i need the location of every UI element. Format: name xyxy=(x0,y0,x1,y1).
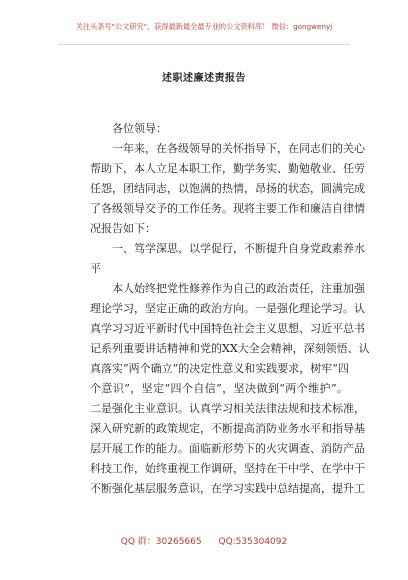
body-line: 本人始终把党性修养作为自己的政治责任，注重加强 xyxy=(112,282,365,295)
body-line: 二是强化主业意识。认真学习相关法律法规和技术标准， xyxy=(90,402,365,415)
body-line: 了各级领导交予的工作任务。现将主要工作和廉洁自律情 xyxy=(90,202,365,215)
footer-qq: QQ:535304092 xyxy=(218,537,288,547)
body-line: 科技工作，始终重视工作调研，坚持在干中学、在学中干 xyxy=(90,462,365,475)
section-heading-line: 一、笃学深思、以学促行，不断提升自身党政素养水 xyxy=(112,242,365,255)
body-line: 任怨，团结同志，以饱满的热情，昂扬的状态，圆满完成 xyxy=(90,182,365,195)
header-divider xyxy=(58,44,350,45)
body-line: 不断强化基层服务意识，在学习实践中总结提高，提升工 xyxy=(90,482,365,495)
document-title: 述职述廉述责报告 xyxy=(162,73,246,84)
header-banner: 关注头条号"公文研究"，获得最新最全最专业的公文资料库！ 微信：gongwenyj xyxy=(75,22,333,31)
body-line: 帮助下，本人立足本职工作，勤学务实、勤勉敬业、任劳 xyxy=(90,162,365,175)
body-line: 一年来，在各级领导的关怀指导下，在同志们的关心 xyxy=(112,142,365,155)
section-heading-line: 平 xyxy=(90,262,101,275)
body-line: 记系列重要讲话精神和党的XX大全会精神，深刻领悟、认 xyxy=(90,342,370,355)
body-line: 真落实“两个确立”的决定性意义和实践要求，树牢“四 xyxy=(90,362,349,375)
body-line: 层开展工作的能力。面临新形势下的火灾调查、消防产品 xyxy=(90,442,365,455)
body-line: 理论学习，坚定正确的政治方向。一是强化理论学习。认 xyxy=(90,302,365,315)
body-line: 深入研究新的政策规定，不断提高消防业务水平和指导基 xyxy=(90,422,365,435)
salutation-line: 各位领导： xyxy=(112,122,167,135)
body-line: 况报告如下： xyxy=(90,222,156,235)
document-body xyxy=(90,119,370,499)
body-line: 真学习习近平新时代中国特色社会主义思想、习近平总书 xyxy=(90,322,365,335)
footer-qq-group: QQ 群：30265665 xyxy=(120,537,202,547)
footer-contact xyxy=(0,534,408,547)
body-line: 个意识”，坚定“四个自信”，坚决做到“两个维护”。 xyxy=(90,382,348,395)
